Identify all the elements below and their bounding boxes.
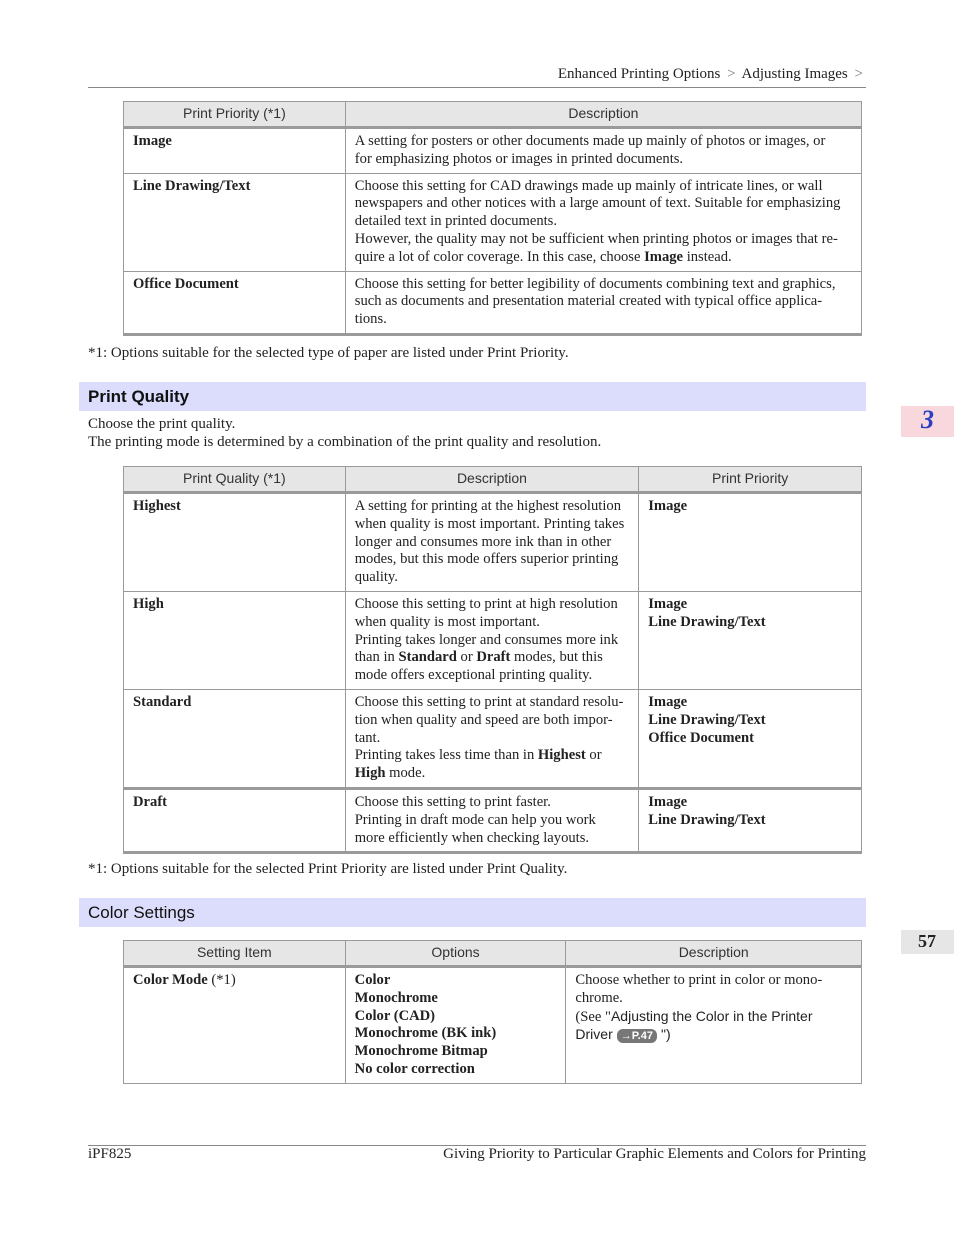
section-title: Print Quality — [88, 387, 190, 406]
row-options — [345, 967, 566, 1084]
cross-reference-link[interactable]: Adjusting the Color in the Printer — [610, 1007, 813, 1024]
table-row — [124, 128, 862, 174]
row-description — [345, 689, 639, 788]
table-row — [124, 788, 862, 852]
description-text: or — [456, 649, 477, 666]
print-priority-table — [123, 101, 862, 336]
description-line: when quality is most important. — [354, 613, 540, 630]
row-name: Standard — [124, 689, 346, 788]
footer-title: Giving Priority to Particular Graphic Elements and Colors for Printing — [443, 1146, 866, 1162]
option-item: Monochrome Bitmap — [354, 1043, 488, 1060]
column-header: Description — [566, 941, 862, 967]
description-line: tion when quality and speed are both impor- — [354, 711, 613, 728]
breadcrumb-separator: > — [727, 66, 736, 82]
row-name: Line Drawing/Text — [124, 173, 346, 271]
description-line: quire a lot of color coverage. In this case, choose — [354, 248, 645, 265]
table-row — [124, 271, 862, 334]
breadcrumb-separator: > — [854, 66, 863, 82]
table-header-row — [124, 941, 862, 967]
description-line: Printing in draft mode can help you work — [354, 811, 596, 828]
description-line: newspapers and other notices with a large amount of text. Suitable for emphasizing — [354, 195, 841, 212]
description-line: tions. — [354, 311, 387, 328]
description-line: Choose this setting for better legibility of documents combining text and graphics, — [354, 275, 836, 292]
column-header: Description — [345, 467, 639, 493]
row-name: High — [124, 591, 346, 689]
setting-name: Color Mode — [133, 972, 208, 988]
row-name: Image — [124, 128, 346, 174]
description-line: tant. — [354, 729, 381, 746]
description-text: than in — [354, 649, 399, 666]
description-line: Choose this setting to print at high resolution — [354, 595, 618, 612]
table-row — [124, 493, 862, 592]
chapter-tab[interactable] — [901, 406, 954, 437]
row-description — [345, 271, 861, 334]
priority-item: Line Drawing/Text — [648, 613, 766, 630]
cross-reference-link[interactable]: Driver — [575, 1026, 613, 1043]
breadcrumb-item[interactable]: Adjusting Images — [741, 66, 848, 82]
table-header-row — [124, 467, 862, 493]
priority-item: Line Drawing/Text — [648, 711, 766, 728]
emphasis-text: Standard — [398, 649, 457, 666]
priority-item: Office Document — [648, 729, 755, 746]
row-priority — [639, 493, 862, 592]
table-row — [124, 967, 862, 1084]
column-header: Print Priority — [639, 467, 862, 493]
description-line: detailed text in printed documents. — [354, 213, 558, 230]
description-line: However, the quality may not be sufficient when printing photos or images that re- — [354, 230, 838, 247]
breadcrumb-item[interactable]: Enhanced Printing Options — [557, 66, 721, 82]
column-header: Options — [345, 941, 566, 967]
description-line: Choose this setting to print faster. — [354, 793, 551, 810]
option-item: No color correction — [354, 1060, 475, 1077]
description-text: (See " — [575, 1008, 611, 1025]
description-line: longer and consumes more ink than in other — [354, 533, 612, 550]
row-name: Office Document — [124, 271, 346, 334]
table-header-row — [124, 102, 862, 128]
priority-item: Image — [648, 498, 688, 514]
header-rule — [88, 87, 866, 88]
footnote: *1: Options suitable for the selected type of paper are listed under Print Priority. — [88, 345, 569, 361]
description-line: modes, but this mode offers superior printing — [354, 551, 619, 568]
row-priority — [639, 788, 862, 852]
column-header: Description — [345, 102, 861, 128]
row-name — [124, 967, 346, 1084]
breadcrumb — [88, 66, 866, 86]
column-header: Print Priority (*1) — [124, 102, 346, 128]
description-text: ") — [660, 1026, 671, 1043]
page-reference-badge[interactable]: →P.47 — [617, 1029, 657, 1043]
row-description — [345, 173, 861, 271]
description-text: mode. — [385, 765, 426, 782]
table-row — [124, 689, 862, 788]
column-header: Print Quality (*1) — [124, 467, 346, 493]
row-name: Highest — [124, 493, 346, 592]
description-line: when quality is most important. Printing takes — [354, 515, 625, 532]
description-line: mode offers exceptional printing quality. — [354, 667, 593, 684]
emphasis-text: Highest — [537, 747, 586, 764]
row-name: Draft — [124, 788, 346, 852]
page-number-tab — [901, 930, 954, 954]
description-text: Printing takes less time than in — [354, 747, 538, 764]
description-line: such as documents and presentation material created with typical office applica- — [354, 293, 823, 310]
emphasis-text: Draft — [476, 649, 511, 666]
footnote: *1: Options suitable for the selected Print Priority are listed under Print Quality. — [88, 861, 568, 877]
description-text: instead. — [683, 248, 732, 265]
description-line: for emphasizing photos or images in printed documents. — [354, 150, 684, 167]
emphasis-text: Image — [644, 248, 684, 265]
chapter-number: 3 — [921, 405, 934, 434]
intro-text: Choose the print quality. — [88, 416, 236, 432]
description-line: Choose whether to print in color or mono- — [575, 972, 823, 988]
description-text: modes, but this — [510, 649, 603, 666]
row-description — [345, 493, 639, 592]
description-line: A setting for printing at the highest resolution — [354, 498, 621, 514]
priority-item: Line Drawing/Text — [648, 811, 766, 828]
description-line: A setting for posters or other documents made up mainly of photos or images, or — [354, 133, 826, 149]
option-item: Color — [354, 972, 391, 988]
option-item: Monochrome (BK ink) — [354, 1025, 497, 1042]
option-item: Color (CAD) — [354, 1007, 436, 1024]
row-priority — [639, 689, 862, 788]
section-header-print-quality — [79, 382, 866, 411]
description-line: Choose this setting to print at standard resolu- — [354, 693, 624, 710]
description-line: more efficiently when checking layouts. — [354, 829, 590, 846]
priority-item: Image — [648, 595, 688, 612]
footer-model: iPF825 — [88, 1146, 132, 1162]
description-line: chrome. — [575, 989, 623, 1006]
row-description — [345, 591, 639, 689]
print-quality-table — [123, 466, 862, 854]
description-line: Printing takes longer and consumes more ink — [354, 631, 619, 648]
row-priority — [639, 591, 862, 689]
table-row — [124, 173, 862, 271]
intro-text: The printing mode is determined by a combination of the print quality and resolution. — [88, 434, 602, 450]
table-row — [124, 591, 862, 689]
color-settings-table — [123, 940, 862, 1084]
emphasis-text: High — [354, 765, 386, 782]
description-line: Choose this setting for CAD drawings made up mainly of intricate lines, or wall — [354, 177, 823, 194]
section-header-color-settings — [79, 898, 866, 927]
option-item: Monochrome — [354, 989, 438, 1006]
description-line: quality. — [354, 569, 398, 586]
section-title: Color Settings — [88, 903, 195, 922]
page-number: 57 — [918, 931, 936, 951]
row-description — [566, 967, 862, 1084]
footnote-ref: (*1) — [207, 972, 236, 988]
priority-item: Image — [648, 693, 688, 710]
row-description — [345, 128, 861, 174]
description-text: or — [585, 747, 602, 764]
priority-item: Image — [648, 793, 688, 810]
column-header: Setting Item — [124, 941, 346, 967]
row-description — [345, 788, 639, 852]
